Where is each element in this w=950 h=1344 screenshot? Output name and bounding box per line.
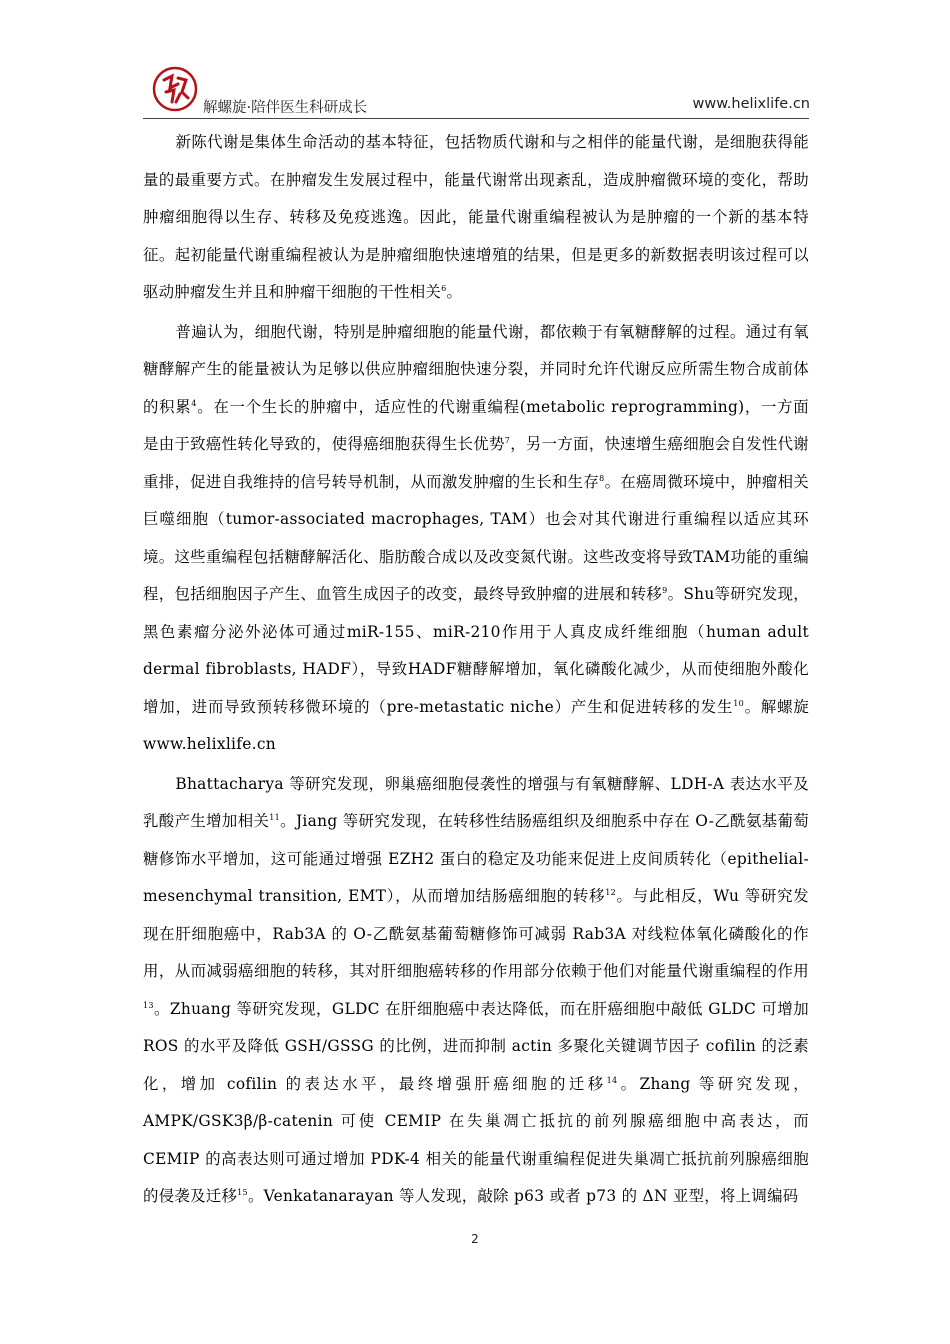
text-run: 。Zhang 等研究发现，AMPK/GSK3β/β-catenin 可使 CEMIP 在失巢凋亡抵抗的前列腺癌细胞中高表达，而 CEMIP 的高表达则可通过增加 PDK-4 相关的能量代谢重编程促进失巢凋亡抵抗前列腺癌细胞的侵袭及迁移 xyxy=(143,1074,809,1205)
citation-marker: 15 xyxy=(237,1187,248,1197)
citation-marker: 10 xyxy=(733,698,745,708)
text-run: 。 xyxy=(446,283,463,301)
header-brand: 解螺旋·陪伴医生科研成长 xyxy=(203,100,368,116)
text-run: 。解螺旋 www.helixlife.cn xyxy=(143,697,810,753)
citation-marker: 9 xyxy=(662,585,668,595)
paragraph xyxy=(143,766,809,1216)
text-run: 。Shu等研究发现，黑色素瘤分泌外泌体可通过miR-155、miR-210作用于人真皮成纤维细胞（human adult dermal fibroblasts, HADF），导致HADF糖酵解增加，氧化磷酸化减少，从而使细胞外酸化增加，进而导致预转移微环境的（pre-metastatic niche）产生和促进转移的发生 xyxy=(143,585,809,716)
citation-marker: 4 xyxy=(191,398,197,408)
text-run: Bhattacharya 等研究发现，卵巢癌细胞侵袭性的增强与有氧糖酵解、LDH-A 表达水平及乳酸产生增加相关 xyxy=(143,774,809,830)
helixlife-logo xyxy=(152,66,198,112)
text-run: 。Venkatanarayan 等人发现，敲除 p63 或者 p73 的 ΔN 亚型，将上调编码 xyxy=(247,1187,799,1205)
page-number: 2 xyxy=(471,1232,479,1246)
citation-marker: 6 xyxy=(441,283,447,293)
citation-marker: 7 xyxy=(504,435,511,445)
text-run: 。在癌周微环境中，肿瘤相关巨噬细胞（tumor-associated macrophages, TAM）也会对其代谢进行重编程以适应其环境。这些重编程包括糖酵解活化、脂肪酸合成以及改变氮代谢。这些改变将导致TAM功能的重编程，包括细胞因子产生、血管生成因子的改变，最终导致肿瘤的进展和转移 xyxy=(143,472,810,603)
header-url[interactable]: www.helixlife.cn xyxy=(692,96,810,112)
header-divider xyxy=(143,118,809,119)
citation-marker: 11 xyxy=(269,812,281,822)
text-run: 。在一个生长的肿瘤中，适应性的代谢重编程(metabolic reprogramming)，一方面是由于致癌性转化导致的，使得癌细胞获得生长优势 xyxy=(143,397,809,453)
paragraph xyxy=(143,124,809,312)
text-run: 新陈代谢是集体生命活动的基本特征，包括物质代谢和与之相伴的能量代谢，是细胞获得能量的最重要方式。在肿瘤发生发展过程中，能量代谢常出现紊乱，造成肿瘤微环境的变化，帮助肿瘤细胞得以生存、转移及免疫逃逸。因此，能量代谢重编程被认为是肿瘤的一个新的基本特征。起初能量代谢重编程被认为是肿瘤细胞快速增殖的结果，但是更多的新数据表明该过程可以驱动肿瘤发生并且和肿瘤干细胞的干性相关 xyxy=(143,133,809,301)
paragraph xyxy=(143,314,809,764)
text-run: ，另一方面，快速增生癌细胞会自发性代谢重排，促进自我维持的信号转导机制，从而激发肿瘤的生长和生存 xyxy=(143,435,809,491)
text-run: 。与此相反，Wu 等研究发现在肝细胞癌中，Rab3A 的 O-乙酰氨基葡萄糖修饰可减弱 Rab3A 对线粒体氧化磷酸化的作用，从而减弱癌细胞的转移，其对肝细胞癌转移的作用部分依赖于他们对能量代谢重编程的作用 xyxy=(143,887,809,980)
text-run: 。Jiang 等研究发现，在转移性结肠癌组织及细胞系中存在 O-乙酰氨基葡萄糖修饰水平增加，这可能通过增强 EZH2 蛋白的稳定及功能来促进上皮间质转化（epithelial-mesenchymal transition, EMT），从而增加结肠癌细胞的转移 xyxy=(143,812,809,905)
citation-marker: 13 xyxy=(143,1000,154,1010)
citation-marker: 14 xyxy=(606,1075,618,1085)
document-body xyxy=(143,124,809,1216)
text-run: 普遍认为，细胞代谢，特别是肿瘤细胞的能量代谢，都依赖于有氧糖酵解的过程。通过有氧糖酵解产生的能量被认为足够以供应肿瘤细胞快速分裂，并同时允许代谢反应所需生物合成前体的积累 xyxy=(143,322,809,416)
text-run: 。Zhuang 等研究发现，GLDC 在肝细胞癌中表达降低，而在肝癌细胞中敲低 GLDC 可增加 ROS 的水平及降低 GSH/GSSG 的比例，进而抑制 actin 多聚化关键调节因子 cofilin 的泛素化，增加 cofilin 的表达水平，最终增强肝癌细胞的迁移 xyxy=(143,999,809,1093)
citation-marker: 8 xyxy=(599,473,605,483)
citation-marker: 12 xyxy=(605,887,617,897)
